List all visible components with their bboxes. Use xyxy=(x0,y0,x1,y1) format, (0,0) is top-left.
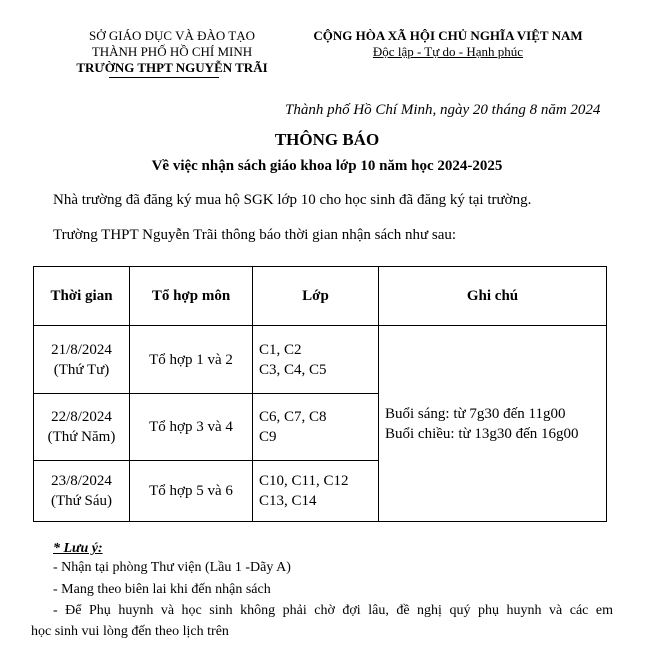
notes-heading: * Lưu ý: xyxy=(53,541,103,556)
combo-cell: Tổ hợp 3 và 4 xyxy=(130,394,253,461)
time-cell xyxy=(34,461,130,522)
city-name: THÀNH PHỐ HỒ CHÍ MINH xyxy=(91,44,253,59)
class-line: C1, C2 xyxy=(259,341,302,358)
table-header-row xyxy=(34,267,607,326)
note-item-continued: học sinh vui lòng đến theo lịch trên xyxy=(31,624,229,639)
combo-cell: Tổ hợp 5 và 6 xyxy=(130,461,253,522)
note-cell xyxy=(379,326,607,522)
weekday-text: (Thứ Tư) xyxy=(53,361,110,378)
time-cell xyxy=(34,394,130,461)
document-subtitle: Về việc nhận sách giáo khoa lớp 10 năm học 2024-2025 xyxy=(151,158,503,174)
note-item: - Để Phụ huynh và học sinh không phải chờ đợi lâu, đề nghị quý phụ huynh và các em xyxy=(53,603,613,618)
header-note: Ghi chú xyxy=(379,267,607,326)
class-line: C10, C11, C12 xyxy=(259,473,349,489)
combo-cell: Tổ hợp 1 và 2 xyxy=(130,326,253,394)
class-cell xyxy=(253,394,379,461)
school-name-underline xyxy=(109,77,219,78)
national-title: CỘNG HÒA XÃ HỘI CHỦ NGHĨA VIỆT NAM xyxy=(313,28,583,43)
class-line: C6, C7, C8 xyxy=(259,409,327,425)
weekday-text: (Thứ Năm) xyxy=(47,429,116,445)
class-line: C9 xyxy=(259,429,277,445)
national-motto: Độc lập - Tự do - Hạnh phúc xyxy=(372,44,524,59)
date-text: 23/8/2024 xyxy=(51,473,112,489)
header-combo: Tổ hợp môn xyxy=(130,267,253,326)
class-cell xyxy=(253,461,379,522)
document-title: THÔNG BÁO xyxy=(274,130,380,149)
header-time: Thời gian xyxy=(34,267,130,326)
date-text: 21/8/2024 xyxy=(51,341,112,358)
school-name: TRƯỜNG THPT NGUYỄN TRÃI xyxy=(76,60,268,75)
morning-hours: Buổi sáng: từ 7g30 đến 11g00 xyxy=(385,405,566,422)
class-line: C3, C4, C5 xyxy=(259,361,327,378)
class-cell xyxy=(253,326,379,394)
weekday-text: (Thứ Sáu) xyxy=(50,493,113,509)
note-item: - Nhận tại phòng Thư viện (Lầu 1 -Dãy A) xyxy=(53,560,291,575)
date-text: 22/8/2024 xyxy=(51,409,112,425)
table-row xyxy=(34,326,607,394)
class-line: C13, C14 xyxy=(259,493,317,509)
note-item: - Mang theo biên lai khi đến nhận sách xyxy=(53,582,271,597)
header-class: Lớp xyxy=(253,267,379,326)
intro-paragraph: Nhà trường đã đăng ký mua hộ SGK lớp 10 cho học sinh đã đăng ký tại trường. xyxy=(53,192,532,208)
schedule-table xyxy=(33,266,607,522)
place-date: Thành phố Hồ Chí Minh, ngày 20 tháng 8 năm 2024 xyxy=(285,102,601,118)
afternoon-hours: Buổi chiều: từ 13g30 đến 16g00 xyxy=(385,425,579,442)
department-name: SỞ GIÁO DỤC VÀ ĐÀO TẠO xyxy=(89,28,255,43)
announce-paragraph: Trường THPT Nguyễn Trãi thông báo thời gian nhận sách như sau: xyxy=(53,227,457,243)
time-cell xyxy=(34,326,130,394)
